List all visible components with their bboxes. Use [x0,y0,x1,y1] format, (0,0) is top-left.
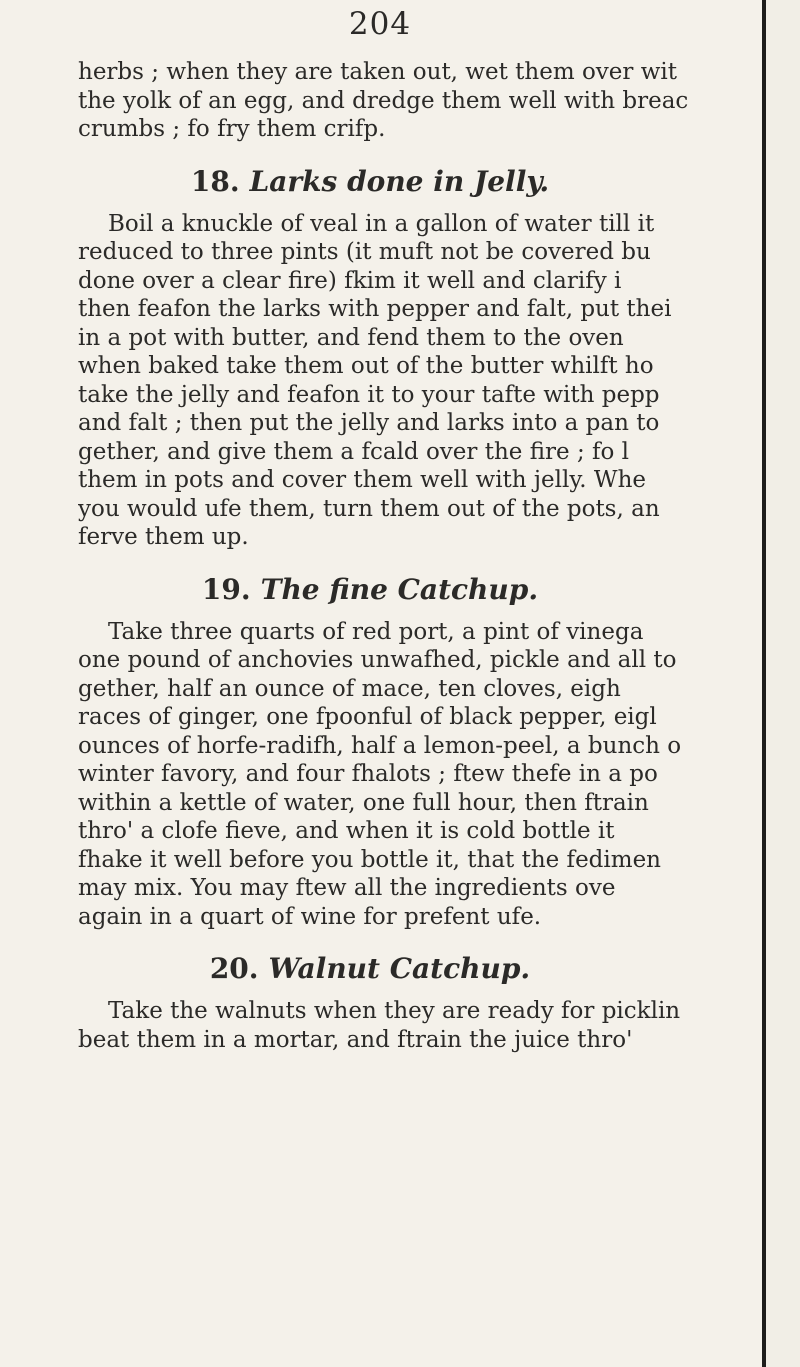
text-line: you would ufe them, turn them out of the pots, an [78,495,660,522]
recipe-19 [78,562,762,932]
text-line: then feafon the larks with pepper and falt, put thei [78,296,672,322]
text-line: beat them in a mortar, and ftrain the juice thro' [78,1026,633,1053]
recipe-18 [78,154,762,552]
text-line: Boil a knuckle of veal in a gallon of water till it [108,210,655,237]
recipe-title: The fine Catchup. [260,572,539,606]
recipe-number: 18. [190,164,240,198]
recipe-number: 19. [201,572,251,606]
text-line: them in pots and cover them well with jelly. Whe [78,467,646,493]
text-line: in a pot with butter, and fend them to the oven [78,324,624,351]
text-line: gether, half an ounce of mace, ten cloves, eigh [78,675,621,702]
text-line: gether, and give them a fcald over the fire ; fo l [78,438,630,465]
text-line: when baked take them out of the butter whilft ho [78,353,654,379]
text-line: fhake it well before you bottle it, that the fedimen [78,846,661,873]
text-line: done over a clear fire) fkim it well and clarify i [78,267,622,294]
recipe-title: Larks done in Jelly. [249,164,550,198]
recipe-heading [78,941,762,997]
recipe-title: Walnut Catchup. [268,952,531,985]
text-line: and falt ; then put the jelly and larks into a pan to [78,410,660,436]
text-line: ferve them up. [78,524,249,550]
facing-page-margin [766,0,800,1367]
text-line: take the jelly and feafon it to your tafte with pepp [78,381,660,408]
text-line: reduced to three pints (it muft not be covered bu [78,239,651,265]
text-line: again in a quart of wine for prefent ufe. [78,903,542,930]
text-line: Take three quarts of red port, a pint of vinega [108,618,644,645]
text-line: ounces of horfe-radifh, half a lemon-peel, a bunch o [78,732,682,759]
text-line: thro' a clofe fieve, and when it is cold bottle it [78,818,615,844]
text-line: races of ginger, one fpoonful of black pepper, eigl [78,704,657,730]
text-line: within a kettle of water, one full hour, then ftrain [78,789,649,816]
page-body [78,58,762,1054]
text-line: one pound of anchovies unwafhed, pickle and all to [78,647,677,673]
text-line: crumbs ; fo fry them crifp. [78,116,386,142]
text-line: herbs ; when they are taken out, wet them over wit [78,59,677,85]
section-intro [78,58,762,144]
text-line: winter favory, and four fhalots ; ftew thefe in a po [78,761,658,787]
text-line: Take the walnuts when they are ready for picklin [108,998,681,1024]
text-line: the yolk of an egg, and dredge them well with breac [78,87,689,114]
recipe-heading [78,562,762,618]
text-line: may mix. You may ftew all the ingredients ove [78,875,616,901]
page-number: 204 [348,6,412,42]
recipe-heading [78,154,762,210]
recipe-number: 20. [209,952,259,985]
recipe-20 [78,941,762,1054]
